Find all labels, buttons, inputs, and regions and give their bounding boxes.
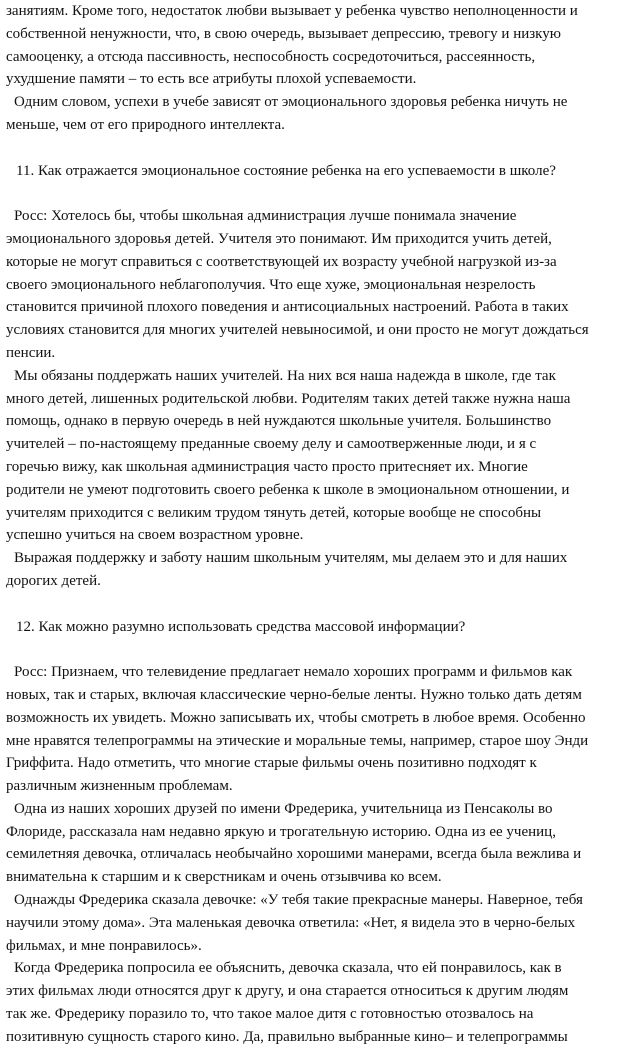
text-line: меньше, чем от его природного интеллекта.: [6, 116, 285, 133]
text-line: позитивную сущность старого кино. Да, правильно выбранные кино– и телепрограммы: [6, 1028, 568, 1045]
text-line: этих фильмах люди относятся друг к другу, и она старается относиться к другим людям: [6, 983, 569, 1000]
text-line: внимательна к старшим и к сверстникам и очень отзывчива ко всем.: [6, 869, 442, 886]
text-line: своего эмоционального неблагополучия. Что еще хуже, эмоциональная незрелость: [6, 276, 536, 293]
text-line: учителей – по-настоящему преданные своему делу и самоотверженные люди, и я с: [6, 436, 537, 453]
text-line: Росс: Признаем, что телевидение предлагает немало хороших программ и фильмов как: [14, 664, 573, 681]
text-line: Когда Фредерика попросила ее объяснить, девочка сказала, что ей понравилось, как в: [14, 960, 562, 977]
text-line: Однажды Фредерика сказала девочке: «У тебя такие прекрасные манеры. Наверное, тебя: [14, 892, 583, 909]
text-line: занятиям. Кроме того, недостаток любви вызывает у ребенка чувство неполноценности и: [6, 3, 578, 19]
text-line: дорогих детей.: [6, 572, 101, 589]
text-line: Мы обязаны поддержать наших учителей. На них вся наша надежда в школе, где так: [14, 367, 556, 384]
text-line: Выражая поддержку и заботу нашим школьным учителям, мы делаем это и для наших: [14, 550, 568, 567]
text-line: пенсии.: [6, 344, 56, 361]
text-line: так же. Фредерику поразило то, что такое малое дитя с готовностью отозвалось на: [6, 1006, 534, 1023]
text-line: условиях становится для многих учителей невыносимой, и они просто не могут дождаться: [6, 322, 589, 339]
text-line: становится причиной плохого поведения и антисоциальных настроений. Работа в таких: [6, 299, 569, 316]
text-line: мне нравятся телепрограммы на этические и моральные темы, например, старое шоу Энди: [6, 732, 589, 749]
text-line: Росс: Хотелось бы, чтобы школьная администрация лучше понимала значение: [14, 208, 517, 225]
text-line: семилетняя девочка, отличалась необычайно хорошими манерами, всегда была вежлива и: [6, 846, 582, 863]
paragraph-gap: [6, 638, 616, 661]
text-line: успешно учиться на своем возрастном уровне.: [6, 527, 304, 544]
text-line: различным жизненным проблемам.: [6, 778, 233, 795]
paragraph-gap: [6, 182, 616, 205]
text-line: научили этому дома». Эта маленькая девочка ответила: «Нет, я видела это в черно-белых: [6, 914, 576, 931]
text-line: собственной ненужности, что, в свою очередь, вызывает депрессию, тревогу и низкую: [6, 25, 561, 42]
text-line: которые не могут справиться с соответствующей их возрасту учебной нагрузкой из-за: [6, 253, 557, 270]
text-line: Одна из наших хороших друзей по имени Фредерика, учительница из Пенсаколы во: [14, 800, 553, 817]
section-heading: 11. Как отражается эмоциональное состояние ребенка на его успеваемости в школе?: [16, 162, 556, 179]
paragraph-gap: [6, 593, 616, 616]
text-line: эмоционального здоровья детей. Учителя это понимают. Им приходится учить детей,: [6, 230, 552, 247]
text-line: фильмах, и мне понравилось».: [6, 937, 202, 954]
text-line: ухудшение памяти – то есть все атрибуты плохой успеваемости.: [6, 71, 417, 88]
text-line: учителям приходится с великим трудом тянуть детей, которые вообще не способны: [6, 504, 542, 521]
text-line: Флориде, рассказала нам недавно яркую и трогательную историю. Одна из ее учениц,: [6, 823, 556, 840]
text-line: новых, так и старых, включая классические черно-белые ленты. Нужно только дать детям: [6, 686, 582, 703]
paragraph-gap: [6, 137, 616, 160]
text-line: возможность их увидеть. Можно записывать их, чтобы смотреть в любое время. Особенно: [6, 709, 586, 726]
text-line: Гриффита. Надо отметить, что многие старые фильмы очень позитивно подходят к: [6, 755, 537, 772]
text-line: Одним словом, успехи в учебе зависят от эмоционального здоровья ребенка ничуть не: [14, 94, 568, 111]
section-heading: 12. Как можно разумно использовать средства массовой информации?: [16, 618, 466, 635]
text-line: помощь, однако в первую очередь в ней нуждаются школьные учителя. Большинство: [6, 413, 552, 430]
text-line: самооценку, а отсюда пассивность, неспособность сосредоточиться, рассеянность,: [6, 48, 536, 65]
text-line: родители не умеют подготовить своего ребенка к школе в эмоциональном отношении, и: [6, 481, 570, 498]
text-line: много детей, лишенных родительской любви. Родителям таких детей также нужна наша: [6, 390, 571, 407]
text-line: горечью вижу, как школьная администрация часто просто притесняет их. Многие: [6, 458, 528, 475]
